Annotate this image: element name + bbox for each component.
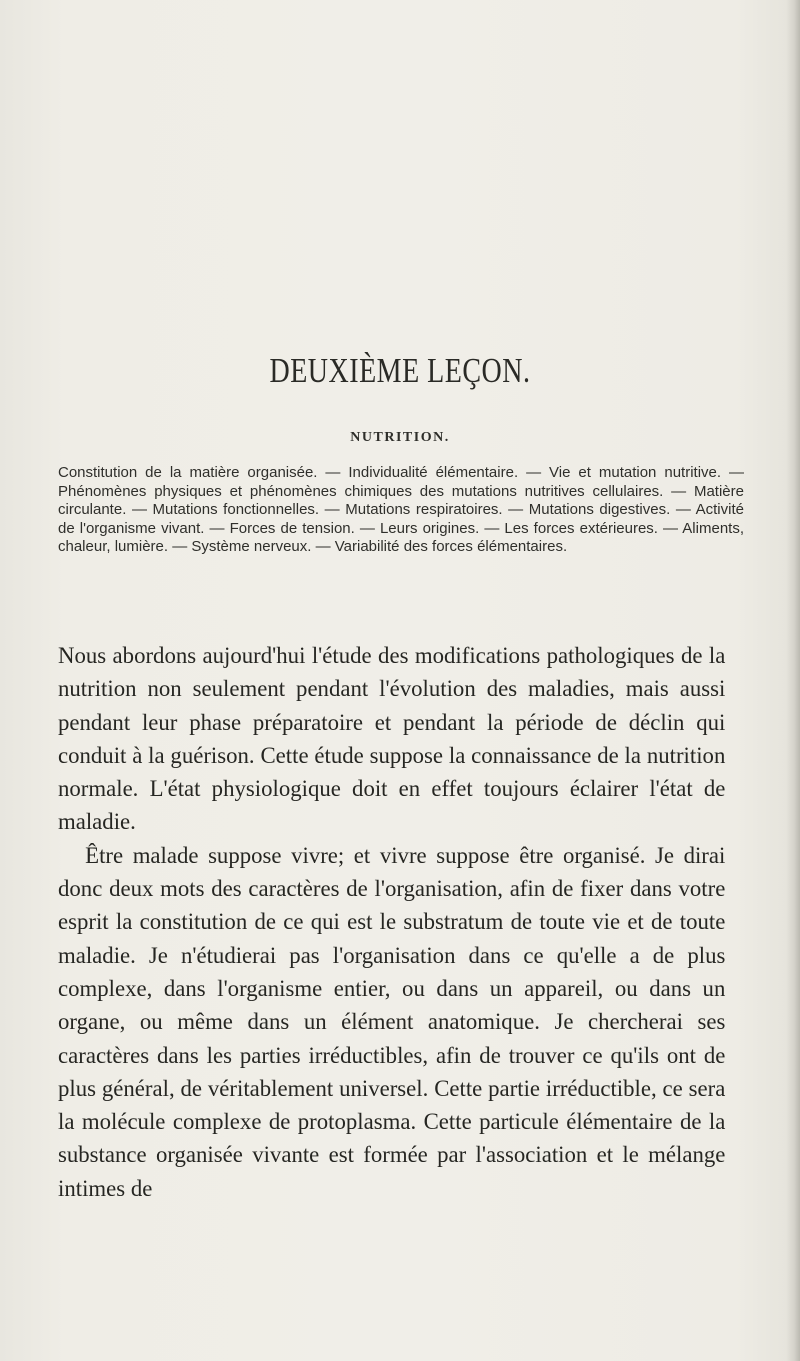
page-edge-shadow	[786, 0, 800, 1361]
paragraph: Être malade suppose vivre; et vivre suppose être organisé. Je dirai donc deux mots des caractères de l'organisation, afin de fixer dans votre esprit la constitution de ce qui est le substratum de toute vie et de toute maladie. Je n'étudierai pas l'organisation dans ce qu'elle a de plus complexe, dans l'organisme entier, ou dans un appareil, ou dans un organe, ou même dans un élément anatomique. Je chercherai ses caractères dans les parties irréductibles, afin de trouver ce qu'ils ont de plus général, de véritablement universel. Cette partie irréductible, ce sera la molécule complexe de protoplasma. Cette particule élémentaire de la substance organisée vivante est formée par l'association et le mélange intimes de	[58, 842, 726, 1202]
paragraph: Nous abordons aujourd'hui l'étude des modifications pathologiques de la nutrition non seulement pendant l'évolution des maladies, mais aussi pendant leur phase préparatoire et pendant la période de déclin qui conduit à la guérison. Cette étude suppose la connaissance de la nutrition normale. L'état physiologique doit en effet toujours éclairer l'état de maladie.	[58, 643, 726, 836]
chapter-summary: Constitution de la matière organisée. — Individualité élémentaire. — Vie et mutation nutritive. — Phénomènes physiques et phénomènes chimiques des mutations nutritives cellulaires. — Matière circulante. — Mutations fonctionnelles. — Mutations respiratoires. — Mutations digestives. — Activité de l'organisme vivant. — Forces de tension. — Leurs origines. — Les forces extérieures. — Aliments, chaleur, lumière. — Système nerveux. — Variabilité des forces élémentaires.	[58, 464, 744, 556]
body-text	[58, 640, 725, 1206]
lesson-title: DEUXIÈME LEÇON.	[269, 352, 531, 391]
section-title: NUTRITION.	[350, 430, 450, 445]
